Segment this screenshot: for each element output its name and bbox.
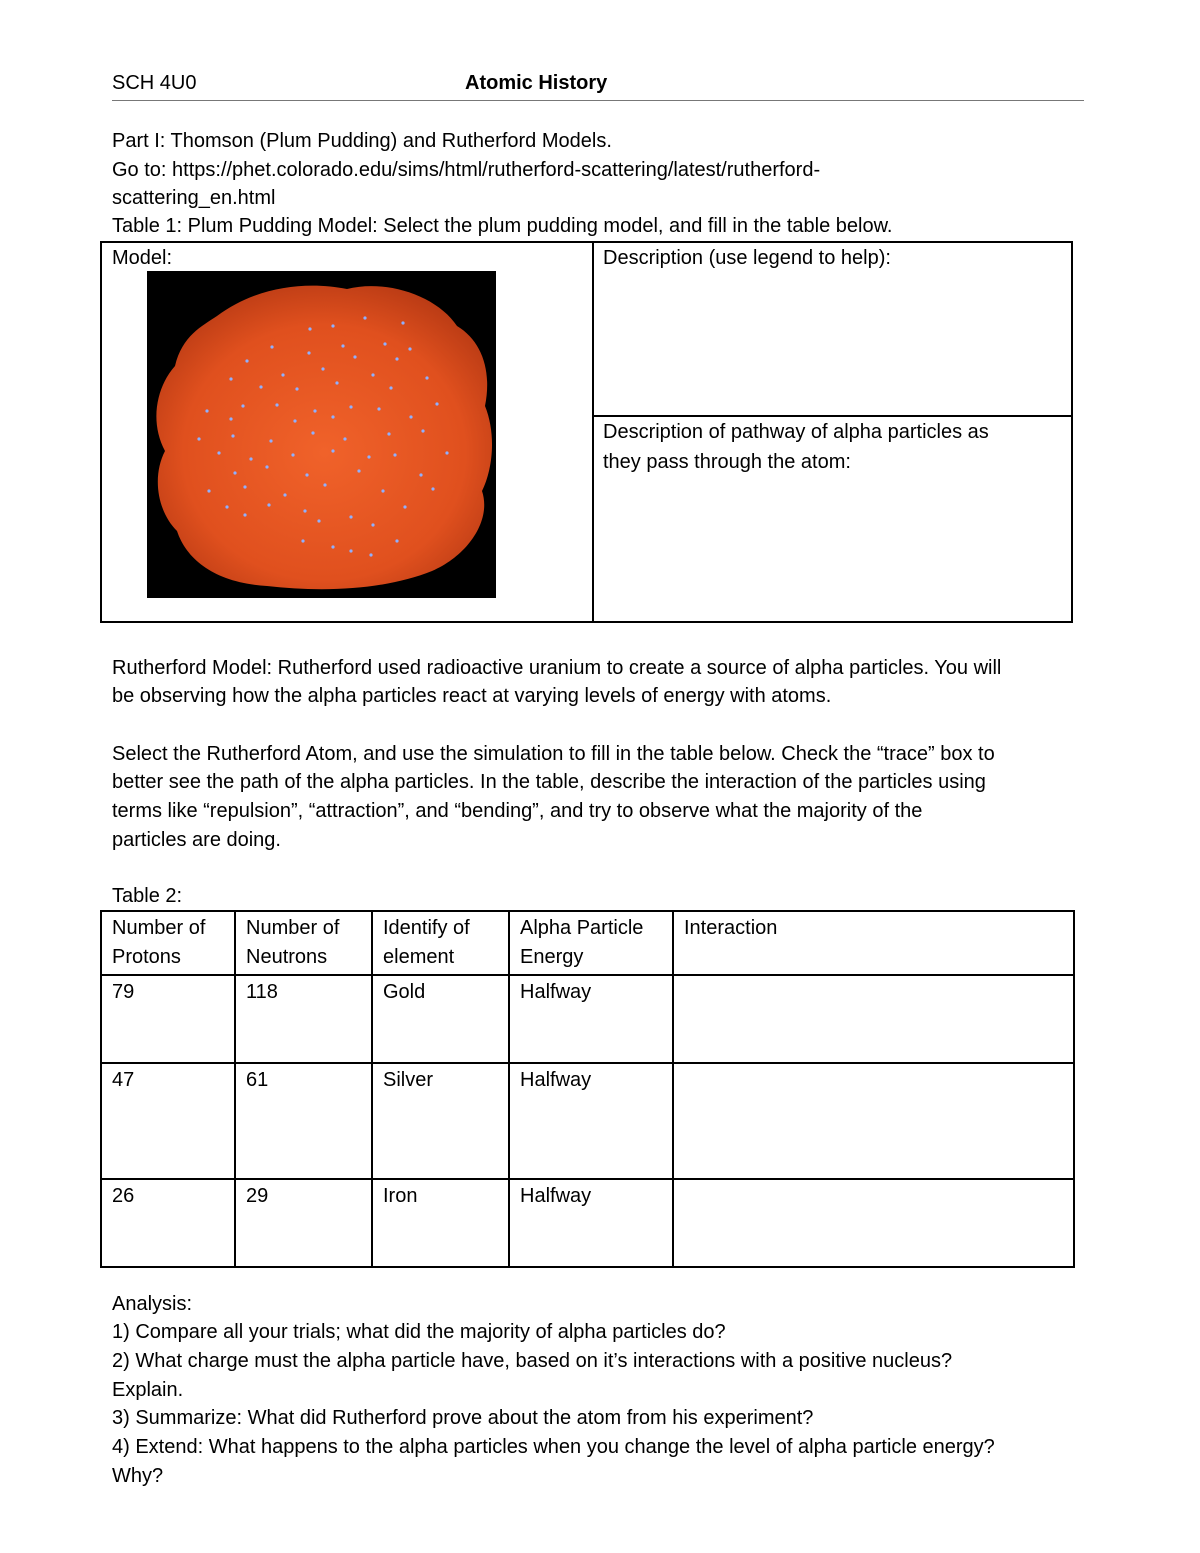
header-protons: Number of Protons [101,911,235,975]
analysis-q4-line2: Why? [112,1465,164,1487]
course-code: SCH 4U0 [112,72,197,94]
cell-element: Iron [372,1179,509,1267]
cell-protons: 79 [101,975,235,1063]
table1-column-divider [592,243,594,621]
cell-element: Silver [372,1063,509,1179]
cell-protons: 26 [101,1179,235,1267]
plum-pudding-illustration [147,271,496,598]
header-interaction: Interaction [673,911,1074,975]
rutherford-para1-line1: Rutherford Model: Rutherford used radioactive uranium to create a source of alpha particles. You will [112,657,1002,679]
pathway-label-line2: they pass through the atom: [603,451,851,473]
analysis-q2-line1: 2) What charge must the alpha particle have, based on it’s interactions with a positive nucleus? [112,1350,953,1372]
cell-element: Gold [372,975,509,1063]
pathway-label-line1: Description of pathway of alpha particles as [603,421,989,443]
cell-energy: Halfway [509,975,673,1063]
description-label: Description (use legend to help): [603,247,891,269]
table-row [101,975,1074,1063]
rutherford-para1-line2: be observing how the alpha particles react at varying levels of energy with atoms. [112,685,832,707]
analysis-heading: Analysis: [112,1293,193,1315]
analysis-q2-line2: Explain. [112,1379,184,1401]
header-element: Identify of element [372,911,509,975]
cell-neutrons: 29 [235,1179,372,1267]
cell-interaction[interactable] [673,1179,1074,1267]
pudding-body [156,286,492,590]
table-row [101,1179,1074,1267]
cell-neutrons: 118 [235,975,372,1063]
plum-pudding-table [100,241,1073,623]
part1-heading: Part I: Thomson (Plum Pudding) and Rutherford Models. [112,130,612,152]
cell-energy: Halfway [509,1063,673,1179]
cell-neutrons: 61 [235,1063,372,1179]
header-energy: Alpha Particle Energy [509,911,673,975]
page-title: Atomic History [465,72,608,94]
table2-caption: Table 2: [112,885,183,907]
analysis-q1: 1) Compare all your trials; what did the majority of alpha particles do? [112,1321,726,1343]
header-neutrons: Number of Neutrons [235,911,372,975]
table-row [101,1063,1074,1179]
rutherford-para2-line4: particles are doing. [112,829,281,851]
page-header [112,70,1084,101]
simulation-url-line1: Go to: https://phet.colorado.edu/sims/html/rutherford-scattering/latest/rutherford- [112,159,821,181]
cell-energy: Halfway [509,1179,673,1267]
simulation-url-line2: scattering_en.html [112,187,276,209]
rutherford-para2-line2: better see the path of the alpha particles. In the table, describe the interaction of the particles using [112,771,986,793]
analysis-q4-line1: 4) Extend: What happens to the alpha particles when you change the level of alpha particle energy? [112,1436,995,1458]
rutherford-table [100,910,1075,1268]
table1-caption: Table 1: Plum Pudding Model: Select the plum pudding model, and fill in the table below. [112,215,893,237]
cell-interaction[interactable] [673,1063,1074,1179]
rutherford-para2-line3: terms like “repulsion”, “attraction”, and “bending”, and try to observe what the majority of the [112,800,923,822]
cell-interaction[interactable] [673,975,1074,1063]
rutherford-para2-line1: Select the Rutherford Atom, and use the simulation to fill in the table below. Check the “trace” box to [112,743,995,765]
analysis-q3: 3) Summarize: What did Rutherford prove about the atom from his experiment? [112,1407,814,1429]
table-header-row [101,911,1074,975]
plum-pudding-model-image [147,271,496,598]
cell-protons: 47 [101,1063,235,1179]
model-label: Model: [112,247,173,269]
